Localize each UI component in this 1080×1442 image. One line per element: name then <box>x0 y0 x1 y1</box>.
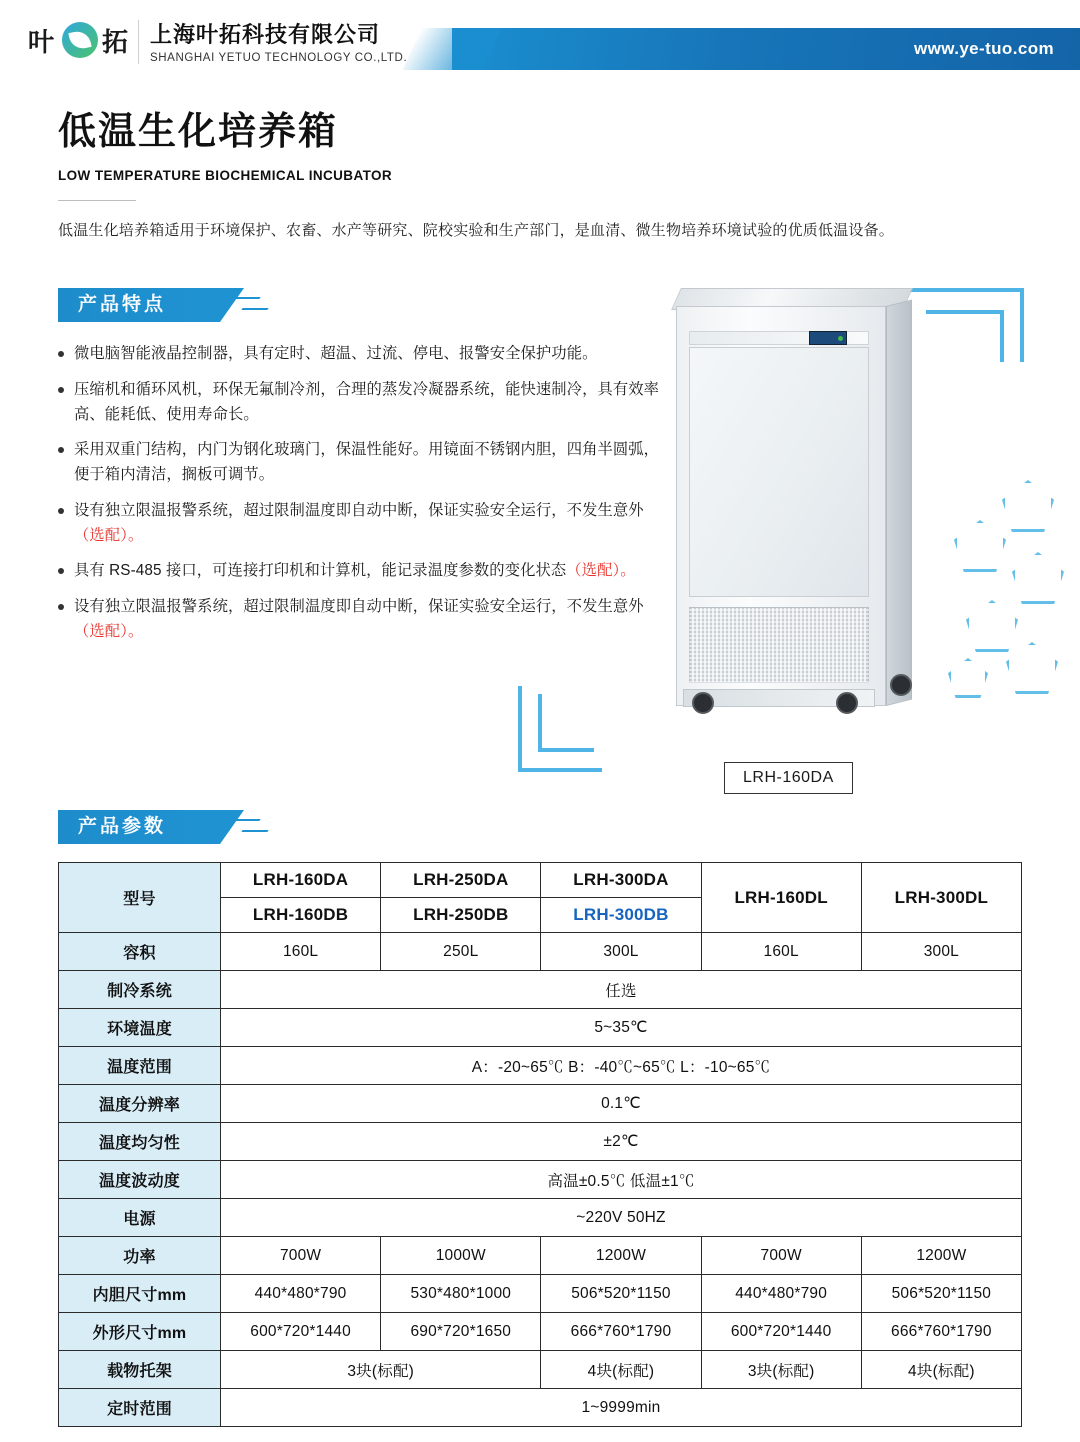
bullet-icon <box>58 387 64 393</box>
value-cell: 160L <box>221 933 381 971</box>
value-cell: A：-20~65℃ B：-40℃~65℃ L：-10~65℃ <box>221 1047 1022 1085</box>
decor-pentagon-1 <box>1002 480 1054 532</box>
value-cell: 5~35℃ <box>221 1009 1022 1047</box>
value-cell: 300L <box>861 933 1021 971</box>
bullet-icon <box>58 447 64 453</box>
value-cell: 160L <box>701 933 861 971</box>
decor-pentagon-5 <box>1006 642 1058 694</box>
features-banner-stripe-1 <box>233 297 260 299</box>
features-banner <box>58 288 250 322</box>
company-name-cn: 上海叶拓科技有限公司 <box>150 22 381 47</box>
feature-text: 设有独立限温报警系统，超过限制温度即自动中断，保证实验安全运行，不发生意外 <box>74 501 644 519</box>
model-cell: LRH-300DB <box>541 898 701 933</box>
feature-text: 压缩机和循环风机，环保无氟制冷剂，合理的蒸发冷凝器系统，能快速制冷，具有效率高、能耗低、使用寿命长。 <box>74 380 660 423</box>
incubator-caster-3 <box>890 674 912 696</box>
decor-pentagon-2 <box>954 520 1006 572</box>
params-banner <box>58 810 250 844</box>
feature-text: 具有 RS-485 接口，可连接打印机和计算机，能记录温度参数的变化状态 <box>74 562 567 580</box>
incubator-vent-grill-overlay <box>689 607 869 683</box>
company-logo <box>28 18 407 64</box>
logo-char-right: 拓 <box>102 27 129 57</box>
table-row <box>59 1199 1022 1237</box>
table-row <box>59 1047 1022 1085</box>
value-cell: 1000W <box>381 1237 541 1275</box>
row-header: 环境温度 <box>59 1009 221 1047</box>
product-description: 低温生化培养箱适用于环境保护、农畜、水产等研究、院校实验和生产部门，是血清、微生物培养环境试验的优质低温设备。 <box>58 222 895 239</box>
title-block <box>58 100 1038 243</box>
bullet-icon <box>58 508 64 514</box>
decor-pentagon-4 <box>966 600 1018 652</box>
row-header: 制冷系统 <box>59 971 221 1009</box>
features-banner-arrow <box>220 288 244 322</box>
value-cell: 600*720*1440 <box>701 1313 861 1351</box>
value-cell: 250L <box>381 933 541 971</box>
bullet-icon <box>58 568 64 574</box>
company-name-en: SHANGHAI YETUO TECHNOLOGY CO.,LTD. <box>150 52 408 64</box>
value-cell: 1200W <box>861 1237 1021 1275</box>
params-banner-stripe-1 <box>233 819 260 821</box>
row-header: 温度均匀性 <box>59 1123 221 1161</box>
incubator-illustration <box>676 288 916 718</box>
table-row <box>59 1161 1022 1199</box>
value-cell: 506*520*1150 <box>541 1275 701 1313</box>
table-row <box>59 933 1022 971</box>
product-model-caption: LRH-160DA <box>724 762 853 794</box>
table-row <box>59 1275 1022 1313</box>
row-header: 功率 <box>59 1237 221 1275</box>
logo-divider <box>138 20 139 64</box>
logo-mark <box>28 18 132 64</box>
row-header: 型号 <box>59 863 221 933</box>
header-banner <box>452 28 1080 70</box>
feature-option-note: （选配）。 <box>566 562 636 580</box>
value-cell: ~220V 50HZ <box>221 1199 1022 1237</box>
title-divider <box>58 200 136 201</box>
value-cell: 600*720*1440 <box>221 1313 381 1351</box>
website-url: www.ye-tuo.com <box>913 39 1054 58</box>
table-row <box>59 1351 1022 1389</box>
features-banner-label: 产品特点 <box>78 294 167 315</box>
params-banner-arrow <box>220 810 244 844</box>
incubator-side <box>886 300 912 706</box>
bullet-icon <box>58 351 64 357</box>
feature-text: 微电脑智能液晶控制器，具有定时、超温、过流、停电、报警安全保护功能。 <box>74 345 598 362</box>
bullet-icon <box>58 604 64 610</box>
model-cell: LRH-160DA <box>221 863 381 898</box>
company-name-block <box>150 18 407 64</box>
table-row <box>59 1313 1022 1351</box>
model-cell: LRH-250DA <box>381 863 541 898</box>
value-cell: 666*760*1790 <box>861 1313 1021 1351</box>
table-row <box>59 1237 1022 1275</box>
incubator-caster-2 <box>836 692 858 714</box>
value-cell: 530*480*1000 <box>381 1275 541 1313</box>
value-cell: 1~9999min <box>221 1389 1022 1427</box>
params-table <box>58 862 1022 1427</box>
row-header: 外形尺寸mm <box>59 1313 221 1351</box>
value-cell: 690*720*1650 <box>381 1313 541 1351</box>
table-row <box>59 971 1022 1009</box>
value-cell: 700W <box>221 1237 381 1275</box>
value-cell: 300L <box>541 933 701 971</box>
row-header: 温度分辨率 <box>59 1085 221 1123</box>
feature-text: 设有独立限温报警系统，超过限制温度即自动中断，保证实验安全运行，不发生意外 <box>74 598 644 616</box>
decor-bracket-bottom-left-2 <box>538 694 594 752</box>
row-header: 温度波动度 <box>59 1161 221 1199</box>
value-cell: 4块(标配) <box>861 1351 1021 1389</box>
page-header <box>0 0 1080 86</box>
incubator-caster-1 <box>692 692 714 714</box>
table-row <box>59 1389 1022 1427</box>
model-cell: LRH-250DB <box>381 898 541 933</box>
value-cell: 440*480*790 <box>221 1275 381 1313</box>
table-row <box>59 863 1022 898</box>
feature-option-note: （选配）。 <box>74 622 144 640</box>
decor-bracket-top-right-2 <box>926 310 1004 362</box>
row-header: 电源 <box>59 1199 221 1237</box>
value-cell: ±2℃ <box>221 1123 1022 1161</box>
leaf-icon <box>62 22 98 58</box>
value-cell: 0.1℃ <box>221 1085 1022 1123</box>
features-banner-stripe-2 <box>241 308 268 310</box>
page-title-en: LOW TEMPERATURE BIOCHEMICAL INCUBATOR <box>58 168 393 183</box>
page-title: 低温生化培养箱 <box>58 111 339 153</box>
table-row <box>59 1123 1022 1161</box>
value-cell: 440*480*790 <box>701 1275 861 1313</box>
params-banner-label: 产品参数 <box>78 816 167 837</box>
value-cell: 700W <box>701 1237 861 1275</box>
model-cell: LRH-160DB <box>221 898 381 933</box>
incubator-display-screen <box>809 331 847 345</box>
status-led-icon <box>838 336 843 341</box>
params-banner-stripe-2 <box>241 830 268 832</box>
row-header: 定时范围 <box>59 1389 221 1427</box>
params-section <box>58 810 250 844</box>
feature-option-note: （选配）。 <box>74 526 144 544</box>
value-cell: 高温±0.5℃ 低温±1℃ <box>221 1161 1022 1199</box>
value-cell: 4块(标配) <box>541 1351 701 1389</box>
value-cell: 1200W <box>541 1237 701 1275</box>
row-header: 载物托架 <box>59 1351 221 1389</box>
incubator-body <box>676 306 886 706</box>
value-cell: 666*760*1790 <box>541 1313 701 1351</box>
model-cell: LRH-300DL <box>861 863 1021 933</box>
decor-pentagon-6 <box>948 658 988 698</box>
row-header: 温度范围 <box>59 1047 221 1085</box>
table-row <box>59 1009 1022 1047</box>
feature-text: 采用双重门结构，内门为钢化玻璃门，保温性能好。用镜面不锈钢内胆，四角半圆弧，便于箱内清洁，搁板可调节。 <box>74 441 660 484</box>
row-header: 内胆尺寸mm <box>59 1275 221 1313</box>
value-cell: 3块(标配) <box>221 1351 541 1389</box>
model-cell: LRH-300DA <box>541 863 701 898</box>
decor-pentagon-3 <box>1012 552 1064 604</box>
row-header: 容积 <box>59 933 221 971</box>
params-table-wrap <box>58 862 1022 1427</box>
value-cell: 任选 <box>221 971 1022 1009</box>
value-cell: 506*520*1150 <box>861 1275 1021 1313</box>
product-image-area <box>500 270 1080 790</box>
table-row <box>59 1085 1022 1123</box>
model-cell: LRH-160DL <box>701 863 861 933</box>
logo-char-left: 叶 <box>28 27 56 57</box>
incubator-door <box>689 347 869 597</box>
value-cell: 3块(标配) <box>701 1351 861 1389</box>
